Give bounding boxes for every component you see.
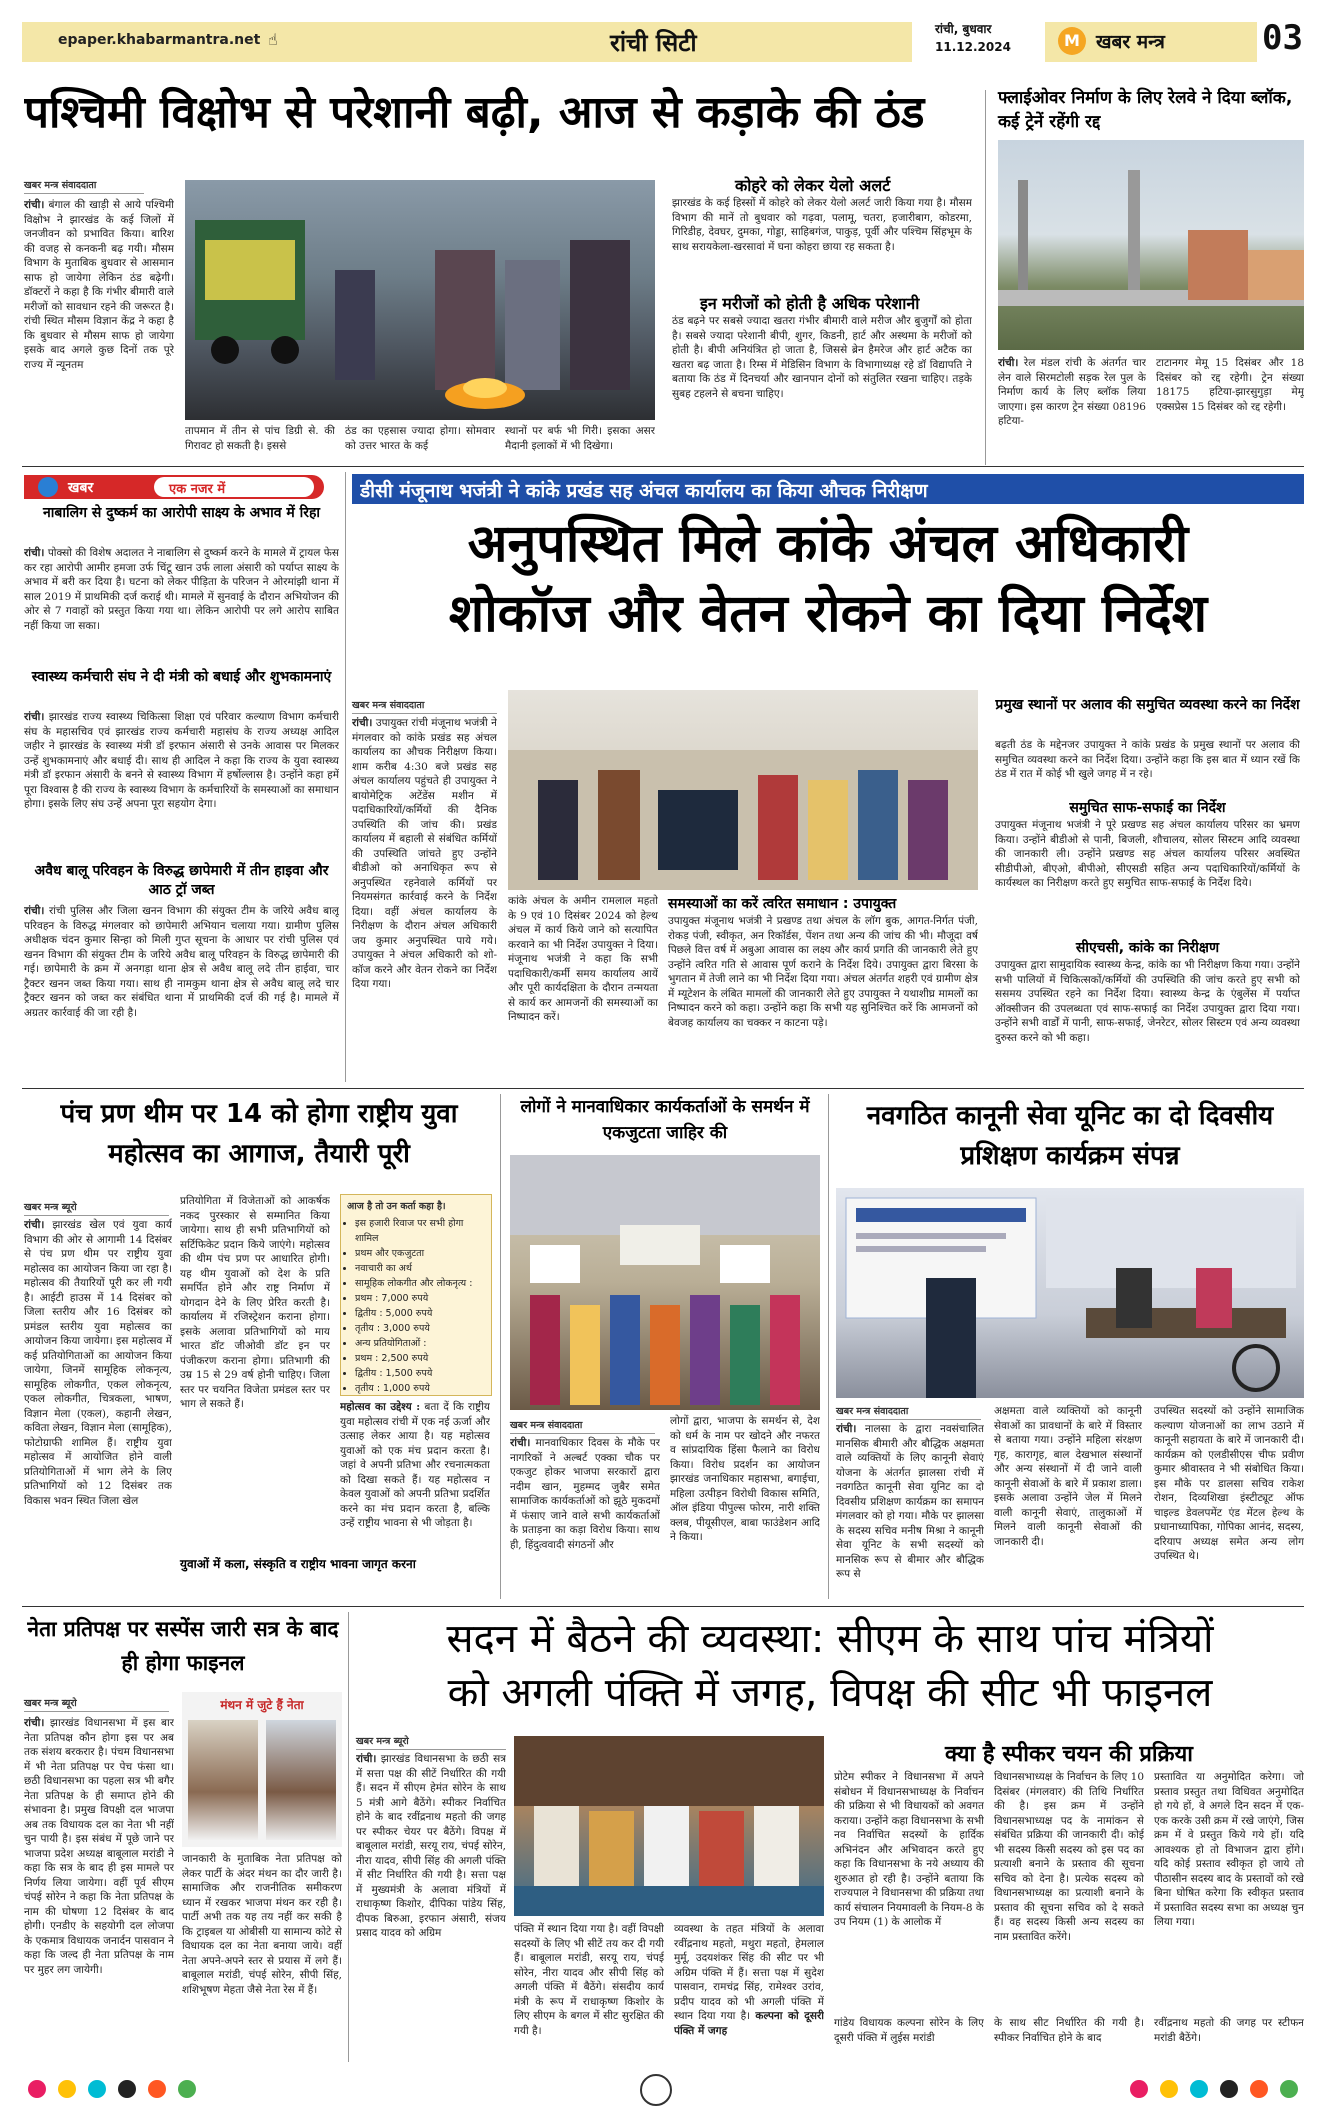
color-dot-icon [178, 2080, 196, 2098]
flyover-photo-scene [998, 140, 1304, 350]
kanke-headline-2: शोकॉज और वेतन रोकने का दिया निर्देश [448, 584, 1208, 644]
rights-col1 [510, 1436, 660, 1601]
footer-bar [22, 2072, 1304, 2106]
seating-col3-emph: कल्पना को दूसरी पंक्ति में जगह [674, 2010, 824, 2037]
cold-sub2-text: ठंड बढ़ने पर सबसे ज्यादा खतरा गंभीर बीमारी वाले मरीज और बुजुर्गों को होता है। सबसे ज्यादा परेशानी बीपी, शुगर, किडनी, हार्ट और अस्थमा के मरीजों को होती है। बीपी अनियंत्रित हो जाता है, जिससे ब्रेन हैमरेज और हार्ट अटैक का खतरा बढ़ जाता है। रिम्स में मेडिसिन विभाग के विभागाध्यक्ष रहे डॉ विद्यापति ने बताया कि ठंड में दिनचर्या और खानपान दोनों को संतुलित रखना चाहिए। तड़के सुबह टहलने से बचना चाहिए। [672, 315, 972, 400]
seating-lead-place: रांची। [356, 1753, 377, 1765]
nazar-item2-place: रांची। [24, 711, 45, 723]
color-dot-icon [1160, 2080, 1178, 2098]
cold-sub1: कोहरे को लेकर येलो अलर्ट [735, 176, 891, 195]
color-dot-icon [1190, 2080, 1208, 2098]
rights-headline: लोगों ने मानवाधिकार कार्यकर्ताओं के समर्थन में एकजुटता जाहिर की [520, 1097, 810, 1143]
cold-photo [185, 180, 655, 420]
kanke-sub1: समस्याओं का करें त्वरित समाधान : उपायुक्त [668, 896, 897, 912]
yuva-col1 [24, 1218, 172, 1600]
color-dot-icon [118, 2080, 136, 2098]
nazar-item3-title: अवैध बालू परिवहन के विरुद्ध छापेमारी में तीन हाइवा और आठ ट्रॉ जब्त [34, 863, 329, 898]
flyover-col2: टाटानगर मेमू 15 दिसंबर और 18 दिसंबर को रद्द रहेगी। ट्रेन संख्या 18175 हटिया-झारसुगुड़ा मेमू एक्सप्रेस 15 दिसंबर को रद्द रहेगी। [1156, 357, 1304, 413]
kanke-sub2-text: बढ़ती ठंड के मद्देनजर उपायुक्त ने कांके प्रखंड के प्रमुख स्थानों पर अलाव की समुचित व्यवस्था करने का निर्देश दिया। उन्होंने कहा कि इस बात में ध्यान रखें कि ठंड में रात में कोई भी खुले जगह में न रहे। [995, 739, 1300, 780]
site-url[interactable]: epaper.khabarmantra.net [58, 32, 261, 48]
nazar-item3-body [24, 904, 339, 1079]
cold-col1-text: बंगाल की खाड़ी से आये पश्चिमी विक्षोभ ने झारखंड के कई जिलों में जनजीवन को प्रभावित किया। बारिश की वजह से कनकनी बढ़ गयी। मौसम विभाग के मुताबिक बुधवार से आसमान साफ हो जायेगा लेकिन ठंड बढ़ेगी। डॉक्टरों ने कहा है कि गंभीर बीमारी वाले मरीजों को सावधान रहने की जरूरत है। रांची स्थित मौसम विज्ञान केंद्र ने कहा है कि बुधवार से मौसम साफ हो जायेगा इसके बाद अगले कुछ दिनों तक पूरे राज्य में न्यूनतम [24, 199, 174, 371]
seating-sub-foot2: के साथ सीट निर्धारित की गयी है। स्पीकर निर्वाचित होने के बाद [994, 2017, 1144, 2044]
place-day: रांची, बुधवार [935, 22, 992, 36]
legal-photo [836, 1188, 1304, 1398]
yuva-col1-text: झारखंड खेल एवं युवा कार्य विभाग की ओर से आगामी 14 दिसंबर से पंच प्रण थीम पर राष्ट्रीय युवा महोत्सव का आयोजन किया जा रहा है। महोत्सव की तैयारियों पूरी कर ली गयी है। आईटी हाउस में 14 दिसंबर को जिला स्तरीय और 16 दिसंबर को प्रमंडल स्तरीय युवा महोत्सव का आयोजन किया जायेगा। इस महोत्सव में कई प्रतियोगिताओं का आयोजन किया जायेगा, जिनमें सामूहिक लोकनृत्य, सामूहिक लोकगीत, एकल लोकनृत्य, एकल लोकगीत, चित्रकला, भाषण, विज्ञान मेला (एकल), कहानी लेखन, कविता लेखन, विज्ञान मेला (सामूहिक), फोटोग्राफी शामिल हैं। राष्ट्रीय युवा महोत्सव में आयोजित होने वाली प्रतियोगिताओं में भाग लेने के लिए प्रतिभागियों को 12 दिसंबर तक विकास भवन स्थित जिला खेल [24, 1219, 172, 1507]
lop-headline: नेता प्रतिपक्ष पर सस्पेंस जारी सत्र के बाद ही होगा फाइनल [27, 1617, 339, 1675]
seating-photo [514, 1736, 824, 1916]
prize-list-item: • नवाचारी का अर्थ [355, 1261, 485, 1276]
color-dot-icon [1250, 2080, 1268, 2098]
color-dot-icon [88, 2080, 106, 2098]
ek-nazar-banner [24, 475, 324, 499]
yuva-col3 [340, 1400, 490, 1550]
color-dot-icon [58, 2080, 76, 2098]
seating-sub-col3: प्रस्तावित या अनुमोदित करेगा। जो प्रस्ताव प्रस्तुत तथा विधिवत अनुमोदित हो गये हों, वे अगले दिन सदन में एक-एक करके उसी क्रम में रखे जाएंगे, जिस क्रम में वे प्रस्तुत किये गये हों। यदि आवश्यक हो तो विभाजन द्वारा होंगे। यदि कोई प्रस्ताव स्वीकृत हो जाये तो पीठासीन सदस्य बाद के प्रस्तावों को रखे बिना घोषित करेगा कि स्वीकृत प्रस्ताव में प्रस्तावित सदस्य सभा का अध्यक्ष चुन लिया गया। [1154, 1771, 1304, 1928]
seating-sub-col2: विधानसभाध्यक्ष के निर्वाचन के लिए 10 दिसंबर (मंगलवार) की तिथि निर्धारित की है। इस क्रम में उन्होंने विधानसभाध्यक्ष पद के नामांकन से संबंधित प्रक्रिया की जानकारी दी। कोई भी सदस्य किसी सदस्य को इस पद का प्रत्याशी बनाने के प्रस्ताव की सूचना सचिव को देना है। प्रत्येक सदस्य को विधानसभाध्यक्ष का प्रत्याशी बनाने के प्रस्ताव की सूचना सचिव को दे सकते हैं। वह सदस्य किसी अन्य सदस्य का नाम प्रस्तावित करेंगे। [994, 1771, 1144, 1943]
kanke-photo [508, 690, 978, 890]
legal-lead-place: रांची। [836, 1423, 857, 1435]
lop-byline: खबर मन्त्र ब्यूरो [24, 1696, 169, 1712]
seating-col3 [674, 1922, 824, 2057]
prize-list-item: • तृतीय : 1,000 रुपये [355, 1381, 485, 1396]
flyover-col1 [998, 356, 1146, 461]
nazar-item2-text: झारखंड राज्य स्वास्थ्य चिकित्सा शिक्षा एवं परिवार कल्याण विभाग कर्मचारी संघ के महासचिव एवं झारखंड राज्य कर्मचारी महासंघ के राज्य अध्यक्ष आदिल जहीर ने झारखंड के स्वास्थ्य मंत्री डॉ इरफान अंसारी से उनके आवास पर मिलकर उन्हें शुभकामनाएं और बधाई दी। साथ ही आदिल ने कहा कि राज्य के युवा स्वास्थ्य मंत्री डॉ इरफान अंसारी के बनने से स्वास्थ्य विभाग में हर्षोल्लास है। उन्होंने कहा हमें पूरा विश्वास है की राज्य के स्वास्थ्य विभाग के कर्मचारियों के समस्याओं का समाधान होगा। इसके लिए संघ उन्हें अपना पूरा सहयोग देगा। [24, 711, 339, 810]
seating-photo-scene [514, 1736, 824, 1916]
issue-date: 11.12.2024 [935, 40, 1011, 54]
cold-lead-place: रांची। [24, 199, 45, 211]
cold-col2: तापमान में तीन से पांच डिग्री से. की गिरावट हो सकती है। इससे [185, 425, 335, 452]
kanke-lead-place: रांची। [352, 717, 373, 729]
rights-lead-place: रांची। [510, 1437, 531, 1449]
legal-photo-scene [836, 1188, 1304, 1398]
kanke-sub3: समुचित साफ-सफाई का निर्देश [1069, 800, 1226, 816]
yuva-headline: पंच प्रण थीम पर 14 को होगा राष्ट्रीय युवा महोत्सव का आगाज, तैयारी पूरी [60, 1099, 458, 1169]
nazar-item3-place: रांची। [24, 905, 45, 917]
cold-headline: पश्चिमी विक्षोभ से परेशानी बढ़ी, आज से कड़ाके की ठंड [24, 87, 925, 138]
footer-dots-right [1124, 2080, 1304, 2102]
yuva-byline: खबर मन्त्र ब्यूरो [24, 1200, 169, 1216]
page-number: 03 [1262, 18, 1303, 58]
lop-col1 [24, 1716, 174, 2056]
lop-box [182, 1692, 342, 1847]
leader-photo-1 [188, 1720, 258, 1840]
nazar-item2-body [24, 710, 339, 858]
globe-icon [38, 477, 58, 497]
masthead [0, 0, 1324, 74]
ek-nazar-label2: एक नजर में [169, 482, 226, 497]
cold-byline: खबर मन्त्र संवाददाता [24, 178, 144, 194]
legal-col2: अक्षमता वाले व्यक्तियों को कानूनी सेवाओं का प्रावधानों के बारे में विस्तार से बताया गया। उन्होंने महिला संरक्षण गृह, कारागृह, बाल देखभाल संस्थानों और अन्य संस्थानों में दी जाने वाली कानूनी सेवाओं के बारे में प्रकाश डाला। इसके अलावा उन्होंने जेल में मिलने वाली कानूनी सेवाएं, तालुकाओं में मिलने वाली कानूनी सेवाओं की जानकारी दी। [994, 1405, 1142, 1548]
lop-box-title: मंथन में जुटे हैं नेता [220, 1698, 304, 1712]
seating-col3-text: व्यवस्था के तहत मंत्रियों के अलावा रवींद्रनाथ महतो, मथुरा महतो, हेमलाल मुर्मू, उदयशंकर सिंह की सीट पर भी अग्रिम पंक्ति में हैं। सत्ता पक्ष में सुदेश पासवान, रामचंद्र सिंह, रामेश्वर उरांव, प्रदीप यादव को भी अगली पंक्ति में स्थान दिया गया है। [674, 1923, 824, 2022]
divider-h1 [22, 466, 1304, 467]
divider-v5 [348, 1612, 349, 2062]
kanke-byline: खबर मन्त्र संवाददाता [352, 698, 497, 714]
rights-col1-text: मानवाधिकार दिवस के मौके पर नागरिकों ने अल्बर्ट एक्का चौक पर एकजुट होकर भाजपा सरकारों द्वारा नदीम खान, मुहम्मद जुबैर समेत सामाजिक कार्यकर्ताओं को झूठे मुकदमों में फंसाए जाने वाले सभी कार्यकर्ताओं के प्रताड़ना का कड़ा विरोध किया। साथ ही, हिंदुत्ववादी संगठनों और [510, 1437, 660, 1551]
cold-col3: ठंड का एहसास ज्यादा होगा। सोमवार को उत्तर भारत के कई [345, 425, 495, 452]
cold-col1 [24, 198, 174, 448]
lop-col2: जानकारी के मुताबिक नेता प्रतिपक्ष को लेकर पार्टी के अंदर मंथन का दौर जारी है। सामाजिक और राजनीतिक समीकरण ध्यान में रखकर भाजपा मंथन कर रही है। पार्टी अभी तक यह तय नहीं कर सकी है कि ट्राइबल या ओबीसी या सामान्य कोटे से विधायक दल का नेता बनाया जाये। वहीं नेता अपने-अपने स्तर से प्रयास में लगे हैं। बाबूलाल मरांडी, चंपई सोरेन, सीपी सिंह, शशिभूषण मेहता जैसे नेता रेस में हैं। [182, 1853, 342, 1996]
rights-byline: खबर मन्त्र संवाददाता [510, 1418, 655, 1434]
prize-list-item: • तृतीय : 3,000 रुपये [355, 1321, 485, 1336]
prize-list-item: • सामूहिक लोकगीत और लोकनृत्य : [355, 1276, 485, 1291]
brand-logo-icon: M [1058, 27, 1086, 55]
color-dot-icon [1220, 2080, 1238, 2098]
kanke-headline-1: अनुपस्थित मिले कांके अंचल अधिकारी [467, 514, 1189, 574]
seating-col1 [356, 1752, 506, 2057]
rights-photo-scene [510, 1155, 820, 1410]
cold-sub2: इन मरीजों को होती है अधिक परेशानी [700, 294, 920, 313]
kanke-sub3-text: उपायुक्त मंजूनाथ भजंत्री ने पूरे प्रखण्ड सह अंचल कार्यालय परिसर का भ्रमण किया। उन्होंने बीडीओ से पानी, बिजली, शौचालय, सोलर सिस्टम आदि व्यवस्था की जानकारी ली। उन्होंने प्रखण्ड सह अंचल कार्यालय परिसर अवस्थित सीडीपीओ, बीएओ, बीपीओ, सीएसडी सहित अन्य पदाधिकारियों/कर्मियों के कार्यस्थल का निरीक्षण करते हुए समुचित साफ-सफाई के निर्देश दिये। [995, 819, 1300, 889]
kanke-col1 [352, 716, 497, 1081]
color-dot-icon [1280, 2080, 1298, 2098]
seating-col2: पंक्ति में स्थान दिया गया है। वहीं विपक्षी सदस्यों के लिए भी सीटें तय कर दी गयी हैं। बाबूलाल मरांडी, सरयू राय, चंपई सोरेन, नीरा यादव और सीपी सिंह को अगली पंक्ति में बैठेंगे। संसदीय कार्य मंत्री के रूप में राधाकृष्ण किशोर के लिए सीएम के बगल में सीट सुरक्षित की गयी है। [514, 1923, 664, 2037]
rights-col2: लोगों द्वारा, भाजपा के समर्थन से, देश को धर्म के नाम पर खोदने और नफरत व सांप्रदायिक हिंसा फैलाने का विरोध किया। विरोध प्रदर्शन का आयोजन झारखंड जनाधिकार महासभा, बगाईचा, महिला उत्पीड़न विरोधी विकास समिति, ऑल इंडिया पीपुल्स फोरम, नारी शक्ति क्लब, पीयूसीएल, बाबा फाउंडेशन आदि ने किया। [670, 1415, 820, 1543]
flyover-lead-place: रांची। [998, 357, 1019, 369]
kanke-sub4-text: उपायुक्त द्वारा सामुदायिक स्वास्थ्य केन्द्र, कांके का भी निरीक्षण किया गया। उन्होंने सभी पालियों में चिकित्सकों/कर्मियों की उपस्थिति की जांच करते हुए सभी को ससमय उपस्थित रहने का निर्देश दिया। स्वास्थ्य केन्द्र के एंबुलेंस में पर्याप्त ऑक्सीजन की उपलब्धता एवं साफ-सफाई का निर्देश उपायुक्त द्वारा दिया गया। उन्होंने सभी वार्डों में पानी, साफ-सफाई, जेनरेटर, सोलर सिस्टम एवं अन्य व्यवस्था दुरुस्त करने को भी कहा। [995, 959, 1300, 1044]
yuva-col2: प्रतियोगिता में विजेताओं को आकर्षक नकद पुरस्कार से सम्मानित किया जायेगा। साथ ही सभी प्रतिभागियों को सर्टिफिकेट प्रदान किये जाएंगे। महोत्सव की थीम पंच प्रण पर आधारित होगी। यह थीम युवाओं को देश के प्रति समर्पित होने और राष्ट्र निर्माण में योगदान देने के लिए प्रेरित करती है। कार्यालय में रजिस्ट्रेशन कराना होगा। इसके अलावा प्रतिभागियों को माय भारत डॉट जीओवी डॉट इन पर पंजीकरण कराना होगा। प्रतिभागी की उम्र 15 से 29 वर्ष होनी चाहिए। जिला स्तर पर चयनित विजेता प्रमंडल स्तर पर भाग ले सकते हैं। [180, 1195, 330, 1410]
divider-v2 [345, 472, 346, 1082]
kanke-photo-scene [508, 690, 978, 890]
yuva-col3-title: महोत्सव का उद्देश्य : [340, 1401, 421, 1413]
nazar-item1-body [24, 546, 339, 664]
kanke-kicker: डीसी मंजूनाथ भजंत्री ने कांके प्रखंड सह अंचल कार्यालय का किया औचक निरीक्षण [360, 480, 928, 502]
yuva-prize-list [341, 1216, 491, 1396]
legal-col1 [836, 1422, 984, 1600]
nazar-item3-text: रांची पुलिस और जिला खनन विभाग की संयुक्त टीम के जरिये अवैध बालू परिवहन के विरुद्ध मंगलवार को छापेमारी अभियान चलाया गया। ग्रामीण पुलिस अधीक्षक चंदन कुमार सिन्हा को मिली गुप्त सूचना के आधार पर रांची पुलिस एवं खनन विभाग की संयुक्त टीम के जरिये अवैध बालू परिवहन के विरुद्ध छापेमारी की गई। छापेमारी के क्रम में अनगड़ा थाना क्षेत्र से अवैध बालू लदे तीन हाईवा, चार ट्रैक्टर खनन जब्त किया गया। साथ ही नामकुम थाना क्षेत्र से अवैध बालू लदे चार ट्रैक्टर खनन को जब्त कर संबंधित थाना में प्राथमिकी दर्ज की गई है। मामले में अग्रतर कार्रवाई की जा रही है। [24, 905, 339, 1019]
legal-col1-text: नालसा के द्वारा नवसंचालित मानसिक बीमारी और बौद्धिक अक्षमता वाले व्यक्तियों के लिए कानूनी सेवाएं योजना के अंतर्गत झालसा रांची में नवगठित कानूनी सेवा यूनिट का दो दिवसीय प्रशिक्षण कार्यक्रम का समापन मंगलवार को हो गया। मौके पर झालसा के सदस्य सचिव मनीष मिश्रा ने कानूनी सेवा यूनिट के सभी सदस्यों को मानसिक रूप से बीमार और बौद्धिक रूप से [836, 1423, 984, 1580]
yuva-prize-heading: आज है तो उन कर्ता कहा है। [347, 1201, 446, 1212]
kanke-col1-text: उपायुक्त रांची मंजूनाथ भजंत्री ने मंगलवार को कांके प्रखंड सह अंचल कार्यालय का औचक निरीक्षण किया। शाम करीब 4:30 बजे प्रखंड सह अंचल कार्यालय पहुंचते ही उपायुक्त ने बायोमेट्रिक अटेंडेंस मशीन में पदाधिकारियों/कर्मियों की दैनिक उपस्थिति की जांच की। प्रखंड कार्यालय में बहाली से संबंधित कर्मियों की उपस्थिति जांचते हुए उन्होंने बीडीओ को अनाधिकृत रूप से अनुपस्थित रहनेवाले कर्मियों पर नियमसंगत कार्रवाई करने के निर्देश दिया। वहीं अंचल कार्यालय के निरीक्षण के दौरान अंचल अधिकारी जय कुमार अनुपस्थित पाये गये। उपायुक्त ने अंचल अधिकारी को शो-कॉज करने और वेतन रोकने का निर्देश दिया गया। [352, 717, 497, 990]
divider-v1 [985, 90, 986, 465]
cold-col4: स्थानों पर बर्फ भी गिरी। इसका असर मैदानी इलाकों में भी दिखेगा। [505, 425, 655, 452]
kanke-sub2: प्रमुख स्थानों पर अलाव की समुचित व्यवस्था करने का निर्देश [995, 697, 1300, 713]
nazar-item2-title: स्वास्थ्य कर्मचारी संघ ने दी मंत्री को बधाई और शुभकामनाएं [31, 669, 332, 685]
prize-list-item: • द्वितीय : 1,500 रुपये [355, 1366, 485, 1381]
prize-list-item: • इस हजारी रिवाज पर सभी होगा शामिल [355, 1216, 485, 1246]
cold-photo-scene [185, 180, 655, 420]
color-dot-icon [148, 2080, 166, 2098]
yuva-prize-box [340, 1194, 492, 1396]
divider-v4 [828, 1094, 829, 1599]
yuva-quote: युवाओं में कला, संस्कृति व राष्ट्रीय भावना जागृत करना [180, 1557, 416, 1571]
yuva-lead-place: रांची। [24, 1219, 45, 1231]
divider-h3 [22, 1606, 1304, 1607]
seating-sub-foot1: गांडेय विधायक कल्पना सोरेन के लिए दूसरी पंक्ति में लुईस मरांडी [834, 2017, 984, 2044]
nazar-item1-place: रांची। [24, 547, 45, 559]
flyover-col1-text: रेल मंडल रांची के अंतर्गत चार लेन वाले सिरमटोली सड़क रेल पुल के निर्माण कार्य के लिए ब्लॉक लिया जाएगा। इस कारण ट्रेन संख्या 08196 हटिया- [998, 357, 1146, 427]
seating-sub: क्या है स्पीकर चयन की प्रक्रिया [945, 1742, 1193, 1767]
ek-nazar-label1: खबर [68, 480, 94, 496]
lop-lead-place: रांची। [24, 1717, 45, 1729]
kanke-col2: कांके अंचल के अमीन रामलाल महतो के 9 एवं 10 दिसंबर 2024 को हेल्थ अंचल में कार्य किये जाने को सत्यापित करवाने का भी निर्देश उपायुक्त ने दिया। मंजूनाथ भजंत्री ने कहा कि सभी पदाधिकारी/कर्मी समय कार्यालय आयें और पूरी कार्यदक्षिता के दौरान तन्मयता से कार्य कर आमजनों की समस्याओं का निष्पादन करें। [508, 895, 658, 1023]
prize-list-item: • प्रथम और एकजुटता [355, 1246, 485, 1261]
seating-headline-1: सदन में बैठने की व्यवस्था: सीएम के साथ पांच मंत्रियों [446, 1616, 1214, 1662]
prize-list-item: • द्वितीय : 5,000 रुपये [355, 1306, 485, 1321]
seating-col1-text: झारखंड विधानसभा के छठी सत्र में सत्ता पक्ष की सीटें निर्धारित की गयी हैं। सदन में सीएम हेमंत सोरेन के साथ 5 मंत्री आगे बैठेंगे। स्पीकर निर्वाचित होने के बाद रवींद्रनाथ महतो की जगह पर स्पीकर चेयर पर बैठेंगे। विपक्ष में बाबूलाल मरांडी, सरयू राय, चंपई सोरेन, नीरा यादव, सीपी सिंह की अगली पंक्ति में सीट निर्धारित की गयी है। सत्ता पक्ष में मुख्यमंत्री के अलावा मंत्रियों में राधाकृष्ण किशोर, दीपिका पांडेय सिंह, दीपक बिरुआ, इरफान अंसारी, संजय प्रसाद यादव को अग्रिम [356, 1753, 506, 1939]
registration-mark-icon [640, 2074, 672, 2106]
cursor-icon: ☝ [268, 30, 278, 49]
kanke-sub4: सीएचसी, कांके का निरीक्षण [1075, 940, 1220, 956]
section-name: रांची सिटी [610, 29, 697, 57]
leader-photo-2 [266, 1720, 336, 1840]
divider-v3 [500, 1094, 501, 1599]
prize-list-item: • प्रथम : 2,500 रुपये [355, 1351, 485, 1366]
brand-name: खबर मन्त्र [1096, 31, 1165, 53]
cold-sub1-text: झारखंड के कई हिस्सों में कोहरे को लेकर येलो अलर्ट जारी किया गया है। मौसम विभाग की मानें तो बुधवार को गढ़वा, पलामू, चतरा, हजारीबाग, कोडरमा, गिरिडीह, देवघर, दुमका, गोड्डा, साहिबगंज, पाकुड़, पूर्वी और पश्चिम सिंहभूम के साथ सरायकेला-खरसावां में घना कोहरा छाया रह सकता है। [672, 197, 972, 253]
seating-sub-foot3: रवींद्रनाथ महतो की जगह पर स्टीफन मरांडी बैठेंगे। [1154, 2017, 1304, 2044]
seating-sub-col1: प्रोटेम स्पीकर ने विधानसभा में अपने संबोधन में विधानसभाध्यक्ष के निर्वाचन की प्रक्रिया से भी विधायकों को अवगत कराया। उन्होंने कहा विधानसभा के सभी नव निर्वाचित सदस्यों के हार्दिक अभिनंदन और अभिवादन करते हुए कहा कि विधानसभा के नये अध्याय की शुरुआत हो रही है। उन्होंने बताया कि राज्यपाल ने विधानसभा की प्रक्रिया तथा कार्य संचालन नियमावली के नियम-8 के उप नियम (1) के आलोक में [834, 1771, 984, 1928]
flyover-photo [998, 140, 1304, 350]
legal-headline: नवगठित कानूनी सेवा यूनिट का दो दिवसीय प्रशिक्षण कार्यक्रम संपन्न [866, 1101, 1274, 1171]
footer-dots-left [22, 2080, 202, 2102]
legal-byline: खबर मन्त्र संवाददाता [836, 1404, 981, 1420]
rights-photo [510, 1155, 820, 1410]
flyover-headline: फ्लाईओवर निर्माण के लिए रेलवे ने दिया ब्लॉक, कई ट्रेनें रहेंगी रद्द [998, 88, 1293, 132]
nazar-item1-title: नाबालिग से दुष्कर्म का आरोपी साक्ष्य के अभाव में रिहा [42, 505, 321, 521]
divider-h2 [22, 1088, 1304, 1089]
prize-list-item: • प्रथम : 7,000 रुपये [355, 1291, 485, 1306]
kanke-sub1-text: उपायुक्त मंजूनाथ भजंत्री ने प्रखण्ड तथा अंचल के लॉग बुक, आगत-निर्गत पंजी, रोकड़ पंजी, स्वीकृत, अन रिकॉर्डस, पेंशन तथा अन्य की जांच की भी। मौजूदा वर्ष पिछले वित्त वर्ष में अबुआ आवास का लक्ष्य और कार्य प्रगति की जानकारी लेते हुए उन्होंने त्वरित गति से आवास पूर्ण कराने के निर्देश दिये। उपायुक्त द्वारा बिरसा के भुगतान में तेजी लाने का भी निर्देश दिया गया। अंचल अंतर्गत शहरी एवं ग्रामीण क्षेत्र में म्यूटेशन के लंबित मामलों की जानकारी लेते हुए उपायुक्त ने यथाशीघ्र मामलों का निष्पादन करने को कहा। उन्होंने कहा कि सभी यह सुनिश्चित करें कि आमजनों को बेवजह कार्यालय का चक्कर न काटना पड़े। [668, 915, 978, 1029]
lop-col1-text: झारखंड विधानसभा में इस बार नेता प्रतिपक्ष कौन होगा इस पर अब तक संशय बरकरार है। पंचम विधानसभा में भी नेता प्रतिपक्ष पर पेच फंसा था। छठी विधानसभा का पहला सत्र भी बगैर नेता प्रतिपक्ष के ही समाप्त होने की संभावना है। प्रमुख विपक्षी दल भाजपा अब तक विधायक दल का नेता भी नहीं चुन पायी है। इस संबंध में पूछे जाने पर भाजपा प्रदेश अध्यक्ष बाबूलाल मरांडी ने कहा कि सत्र के बाद ही इस मामले पर निर्णय लिया जायेगा। वहीं पूर्व सीएम चंपई सोरेन ने कहा कि नेता प्रतिपक्ष के नाम की घोषणा 12 दिसंबर के बाद होगी। एनडीए के सहयोगी दल लोजपा के एकमात्र विधायक जनार्दन पासवान ने कहा कि जल्द ही नेता प्रतिपक्ष के नाम पर मुहर लग जायेगी। [24, 1717, 174, 1976]
color-dot-icon [1130, 2080, 1148, 2098]
color-dot-icon [28, 2080, 46, 2098]
nazar-item1-text: पोक्सो की विशेष अदालत ने नाबालिग से दुष्कर्म करने के मामले में ट्रायल फेस कर रहा आरोपी आमीर हमजा उर्फ चिंटू खान उर्फ लाला अंसारी को पर्याप्त साक्ष्य के अभाव में बरी कर दिया है। घटना को लेकर पीड़िता के परिजन ने ओरमांझी थाना में साल 2019 में प्राथमिकी दर्ज कराई थी। मामले में सुनवाई के दौरान अभियोजन की ओर से 7 गवाहों को प्रस्तुत किया गया था। लेकिन आरोपी पर लगे आरोप साबित नहीं किया जा सका। [24, 547, 339, 632]
seating-headline-2: को अगली पंक्ति में जगह, विपक्ष की सीट भी फाइनल [447, 1670, 1213, 1716]
yuva-col3-text: बता दें कि राष्ट्रीय युवा महोत्सव रांची में एक नई ऊर्जा और उत्साह लेकर आया है। यह महोत्सव युवाओं को एक मंच प्रदान करता है। जहां वे अपनी प्रतिभा और रचनात्मकता को दिखा सकते हैं। यह महोत्सव न केवल युवाओं को अपनी प्रतिभा प्रदर्शित करने का मंच प्रदान करता है, बल्कि उन्हें राष्ट्रीय भावना से भी जोड़ता है। [340, 1401, 490, 1529]
prize-list-item: • अन्य प्रतियोगिताओं : [355, 1336, 485, 1351]
seating-byline: खबर मन्त्र ब्यूरो [356, 1734, 506, 1750]
legal-col3: उपस्थित सदस्यों को उन्होंने सामाजिक कल्याण योजनाओं का लाभ उठाने में कानूनी सहायता के बारे में जानकारी दी। कार्यक्रम को एलडीसीएस चीफ प्रवीण कुमार श्रीवास्तव ने भी संबोधित किया। इस मौके पर डालसा सचिव राकेश रोशन, दिव्यशिखा इंस्टीट्यूट ऑफ चाइल्ड डेवलपमेंट एंड मेंटल हेल्थ के प्रधानाध्यापिका, गोपिका आनंद, सदस्य, दरियाप अध्यक्ष समेत अन्य लोग उपस्थित थे। [1154, 1405, 1304, 1562]
